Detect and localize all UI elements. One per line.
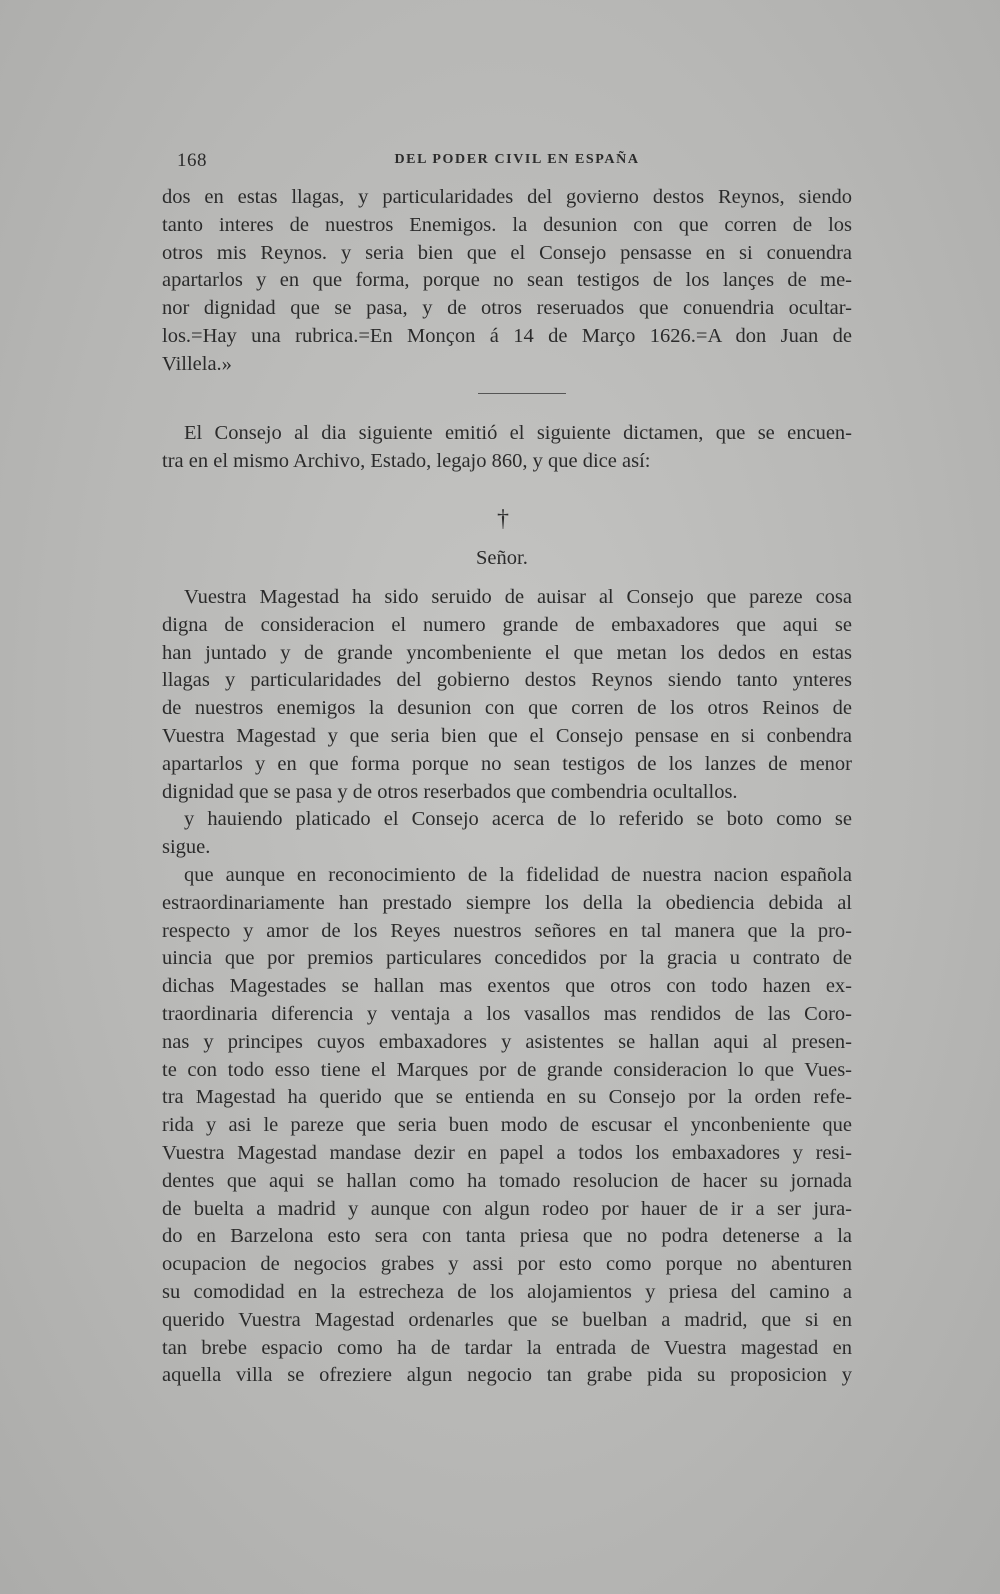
- text-line: digna de consideracion el numero grande de embaxadores que aqui se: [162, 613, 852, 636]
- section-divider: [478, 393, 566, 394]
- text-line: ocupacion de negocios grabes y assi por esto como porque no abenturen: [162, 1253, 852, 1276]
- text-line: los.=Hay una rubrica.=En Monҫon á 14 de Marҫo 1626.=A don Juan de: [162, 324, 852, 347]
- running-title: DEL PODER CIVIL EN ESPAÑA: [394, 152, 640, 167]
- text-line: traordinaria diferencia y ventaja a los vasallos mas rendidos de las Coro-: [162, 1002, 852, 1025]
- text-line: de buelta a madrid y aunque con algun rodeo por hauer de ir a ser jura-: [162, 1197, 852, 1220]
- text-line: de nuestros enemigos la desunion con que corren de los otros Reinos de: [162, 697, 852, 720]
- text-line: dos en estas llagas, y particularidades del govierno destos Reynos, siendo: [162, 186, 852, 208]
- running-head: [177, 150, 857, 176]
- text-line: sigue.: [162, 835, 211, 858]
- cross-symbol: †: [497, 506, 509, 532]
- text-line: aquella villa se ofreziere algun negocio tan grabe pida su proposicion y: [162, 1364, 852, 1387]
- text-line: uincia que por premios particulares concedidos por la gracia u contrato de: [162, 947, 852, 970]
- text-line: llagas y particularidades del gobierno destos Reynos siendo tanto ynteres: [162, 669, 852, 692]
- text-line: Vuestra Magestad mandase dezir en papel a todos los embaxadores y resi-: [162, 1141, 852, 1164]
- text-line: que aunque en reconocimiento de la fidelidad de nuestra nacion española: [184, 864, 852, 886]
- text-line: El Consejo al dia siguiente emitió el siguiente dictamen, que se encuen-: [184, 422, 852, 444]
- page-number: 168: [177, 150, 207, 171]
- text-line: Vuestra Magestad y que seria bien que el Consejo pensase en si conbendra: [162, 724, 852, 747]
- text-line: su comodidad en la estrecheza de los alojamientos y priesa del camino a: [162, 1280, 852, 1303]
- salutation: Señor.: [476, 547, 528, 569]
- text-line: querido Vuestra Magestad ordenarles que se buelban a madrid, que si en: [162, 1308, 852, 1331]
- text-line: apartarlos y en que forma porque no sean testigos de los lanzes de menor: [162, 752, 852, 775]
- text-line: tanto interes de nuestros Enemigos. la desunion con que corren de los: [162, 213, 852, 236]
- text-line: apartarlos y en que forma, porque no sean testigos de los lanҫes de me-: [162, 269, 852, 292]
- text-line: do en Barzelona esto sera con tanta priesa que no podra detenerse a la: [162, 1225, 852, 1248]
- text-line: dentes que aqui se hallan como ha tomado resolucion de hacer su jornada: [162, 1169, 852, 1192]
- text-line: te con todo esso tiene el Marques por de grande consideracion lo que Vues-: [162, 1058, 852, 1081]
- text-line: tra Magestad ha querido que se entienda en su Consejo por la orden refe-: [162, 1086, 852, 1109]
- text-line: han juntado y de grande yncombeniente el que metan los dedos en estas: [162, 641, 852, 664]
- text-line: Villela.»: [162, 352, 232, 375]
- text-line: nor dignidad que se pasa, y de otros reseruados que conuendria ocultar-: [162, 297, 852, 320]
- text-line: Vuestra Magestad ha sido seruido de auisar al Consejo que pareze cosa: [184, 586, 852, 608]
- text-line: nas y principes cuyos embaxadores y asistentes se hallan aqui al presen-: [162, 1030, 852, 1053]
- text-line: dignidad que se pasa y de otros reserbados que combendria ocultallos.: [162, 780, 738, 803]
- text-line: tra en el mismo Archivo, Estado, legajo 860, y que dice así:: [162, 449, 651, 472]
- text-line: rida y asi le pareze que seria buen modo de escusar el ynconbeniente que: [162, 1114, 852, 1137]
- text-line: dichas Magestades se hallan mas exentos que otros con todo hazen ex-: [162, 975, 852, 998]
- text-line: otros mis Reynos. y seria bien que el Consejo pensasse en si conuendra: [162, 241, 852, 264]
- text-line: respecto y amor de los Reyes nuestros señores en tal manera que la pro-: [162, 919, 852, 942]
- text-line: estraordinariamente han prestado siempre los della la obediencia debida al: [162, 891, 852, 914]
- text-line: tan brebe espacio como ha de tardar la entrada de Vuestra magestad en: [162, 1336, 852, 1359]
- dictamen-paragraph-3: [162, 862, 852, 1390]
- intro-paragraph: [162, 420, 852, 476]
- text-line: y hauiendo platicado el Consejo acerca de lo referido se boto como se: [184, 808, 852, 830]
- letter-end-text: [162, 184, 852, 379]
- dictamen-paragraph-1: [162, 584, 852, 806]
- dictamen-paragraph-2: [162, 806, 852, 862]
